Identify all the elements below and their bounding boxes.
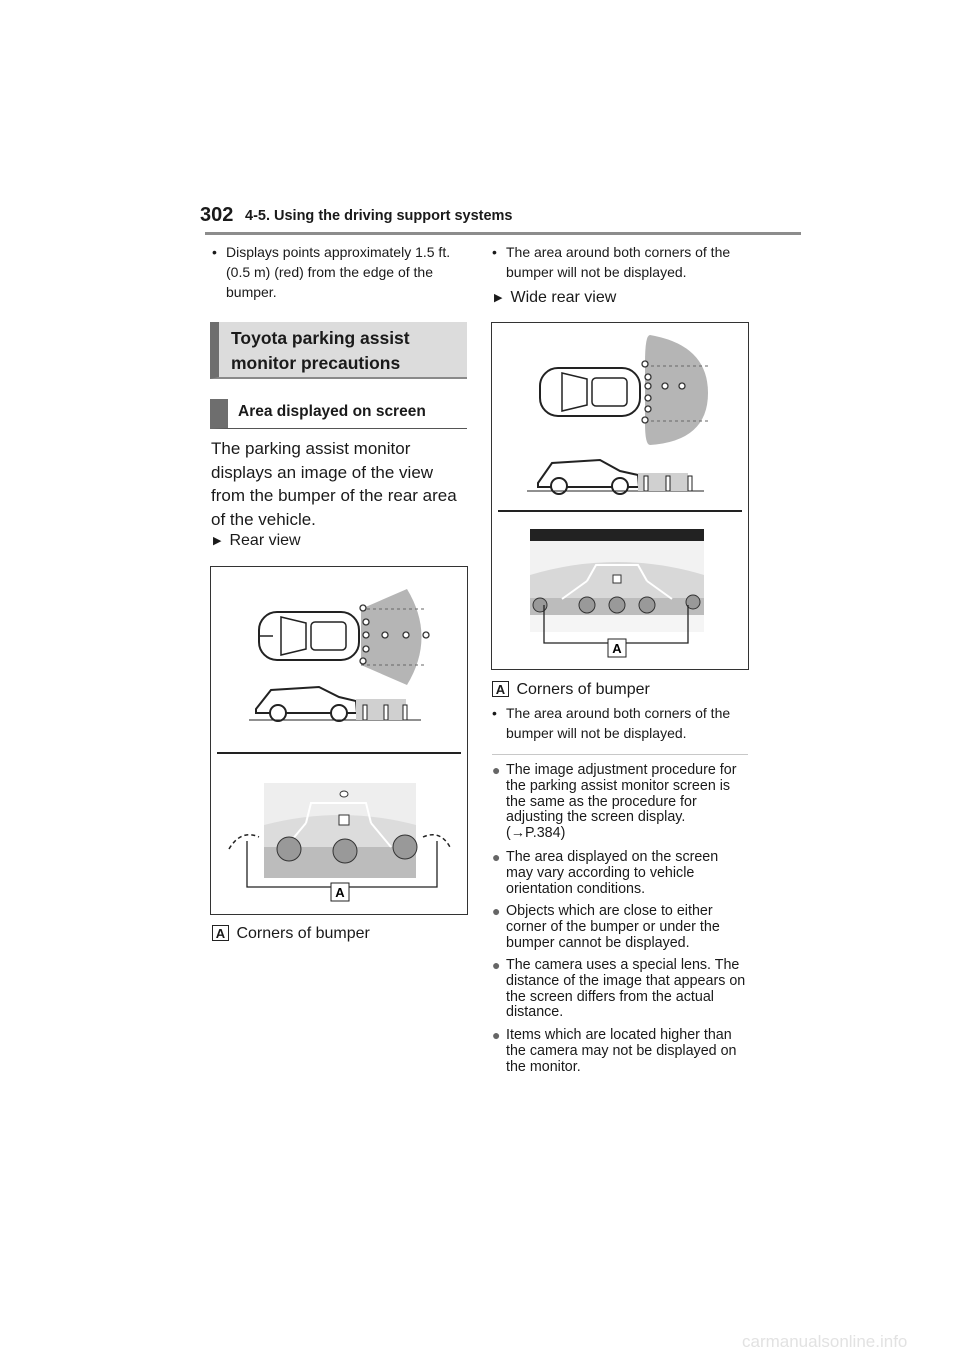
- wide-rear-view-figure: [491, 322, 749, 670]
- note-bullet-icon: ●: [492, 957, 501, 973]
- bullet-mark: •: [492, 705, 497, 721]
- note-text: Objects which are close to either corner of the bumper or under the bumper cannot be displayed.: [506, 903, 720, 951]
- wide-rear-view-diagram: [492, 323, 748, 669]
- section-title: 4-5. Using the driving support systems: [245, 208, 513, 224]
- note-text: The area displayed on the screen may vary according to vehicle orientation conditions.: [506, 849, 719, 897]
- rear-view-figure: [210, 566, 468, 915]
- figure-callout: A: [612, 641, 622, 656]
- legend-text: Corners of bumper: [236, 925, 370, 942]
- header-rule: [205, 232, 801, 235]
- triangle-icon: ▶: [494, 292, 503, 304]
- side-view-car-icon: [249, 687, 421, 721]
- bullet-mark: •: [212, 244, 217, 260]
- legend-letter-box: A: [492, 681, 509, 697]
- intro-paragraph: The parking assist monitor displays an image of the view from the bumper of the rear area of the vehicle.: [211, 439, 457, 529]
- top-view-car-icon: [259, 612, 359, 660]
- intro-bullet-text: Displays points approximately 1.5 ft. (0.5 m) (red) from the edge of the bumper.: [226, 244, 451, 300]
- rear-view-label-text: Rear view: [229, 532, 301, 549]
- note-bullet-icon: ●: [492, 1027, 501, 1043]
- monitor-screen: [264, 783, 417, 878]
- page-number: 302: [200, 204, 234, 226]
- figure-callout: A: [335, 885, 345, 900]
- triangle-icon: ▶: [213, 535, 222, 547]
- note-item: [492, 958, 748, 1021]
- note-bullet-icon: ●: [492, 762, 501, 778]
- legend-text: Corners of bumper: [516, 681, 650, 698]
- rear-view-label: [213, 532, 301, 550]
- section-heading: [210, 322, 467, 379]
- note-text: Items which are located higher than the camera may not be displayed on the monitor.: [506, 1027, 737, 1075]
- monitor-screen: [530, 529, 704, 632]
- note-item: [492, 1028, 748, 1075]
- section-heading-text: Toyota parking assist monitor precautions: [231, 328, 410, 373]
- note-item: [492, 904, 748, 951]
- bullet-mark: •: [492, 244, 497, 260]
- top-view-car-icon: [540, 368, 640, 416]
- watermark: carmanualsonline.info: [742, 1332, 908, 1351]
- note-text: The camera uses a special lens. The distance of the image that appears on the screen differs from the actual distance.: [506, 957, 746, 1021]
- subheading-text: Area displayed on screen: [238, 403, 426, 420]
- wide-rear-view-label: [494, 289, 616, 307]
- coverage-area: [645, 335, 708, 445]
- subheading: [210, 399, 467, 429]
- legend-right: [492, 681, 650, 699]
- intro-bullet-text: The area around both corners of the bumper will not be displayed.: [506, 244, 731, 280]
- coverage-area: [361, 589, 422, 685]
- intro-bullet-right: [492, 242, 748, 282]
- legend-letter-box: A: [212, 925, 229, 941]
- legend-left: [212, 925, 370, 943]
- note-bullet-icon: ●: [492, 903, 501, 919]
- wide-rear-view-label-text: Wide rear view: [510, 289, 617, 306]
- note-bullet-icon: ●: [492, 849, 501, 865]
- rear-view-diagram: [211, 567, 467, 914]
- notes-rule: [492, 754, 748, 755]
- note-item: [492, 850, 748, 897]
- side-view-car-icon: [527, 460, 704, 494]
- legend-bullet-right: [492, 703, 748, 743]
- note-item: [492, 763, 748, 842]
- intro-bullet-left: [212, 242, 470, 302]
- legend-bullet-text: The area around both corners of the bumper will not be displayed.: [506, 705, 731, 741]
- note-text: The image adjustment procedure for the parking assist monitor screen is the same as the procedure for adjusting the screen display. (→P.384): [506, 762, 737, 842]
